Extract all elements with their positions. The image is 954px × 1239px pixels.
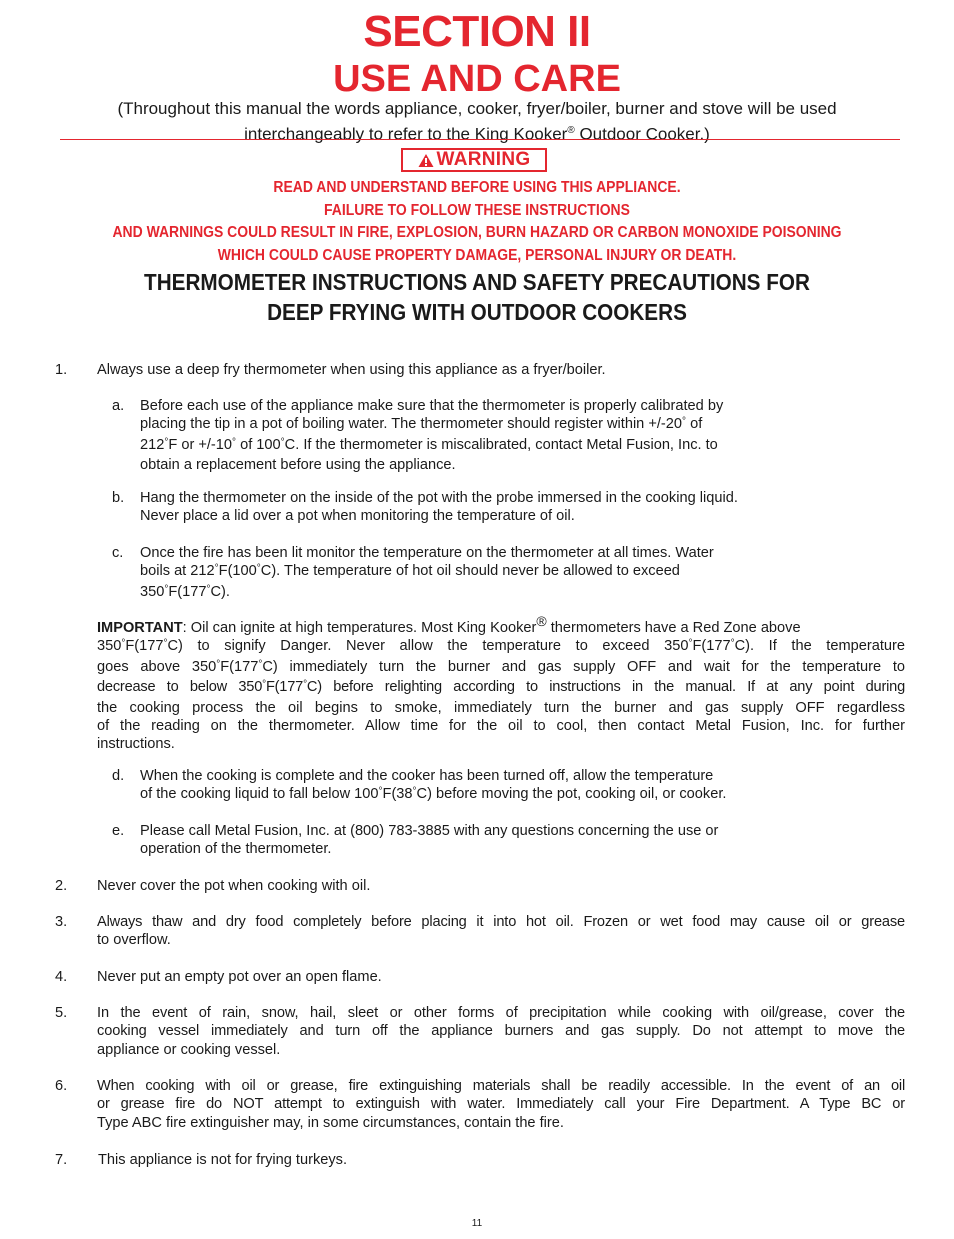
section-title: SECTION II — [363, 7, 591, 56]
warning-label: WARNING — [436, 149, 531, 170]
sub-item-letter: e. — [112, 823, 125, 839]
warning-line-1: READ AND UNDERSTAND BEFORE USING THIS APPLIANCE. — [273, 179, 681, 196]
section-heading-line-1: THERMOMETER INSTRUCTIONS AND SAFETY PRECAUTIONS FOR — [144, 269, 810, 295]
important-label: IMPORTANT — [97, 620, 183, 636]
important-note: IMPORTANT: Oil can ignite at high temperatures. Most King Kooker® thermometers have a Red Zone above 350°F(177°C) to signify Danger. Never allow the temperature to exceed 350°F(177°C). If the temperature goes above 350°F(177°C) immediately turn the burner and gas supply OFF and wait for the temperature to decrease to below 350°F(177°C) before relighting according to instructions in the manual. If at any point during the cooking process the oil begins to smoke, immediately turn the burner and gas supply OFF regardless of the reading on the thermometer. Allow time for the oil to cool, then contact Metal Fusion, Inc. for further instructions. — [97, 613, 905, 753]
sub-item-letter: c. — [112, 545, 124, 561]
page-title: USE AND CARE — [333, 58, 621, 100]
warning-line-2: FAILURE TO FOLLOW THESE INSTRUCTIONS — [324, 202, 630, 219]
item-7-text: This appliance is not for frying turkeys. — [98, 1152, 348, 1168]
warning-triangle-icon — [418, 153, 434, 168]
intro-line-2: interchangeably to refer to the King Kooker® Outdoor Cooker.) — [244, 124, 710, 144]
item-1-text: Always use a deep fry thermometer when using this appliance as a fryer/boiler. — [97, 362, 606, 378]
sub-item-letter: d. — [112, 768, 125, 784]
sub-item-d-text: When the cooking is complete and the cooker has been turned off, allow the temperature of the cooking liquid to fall below 100°F(38°C) before moving the pot, cooking oil, or cooker. — [140, 768, 727, 803]
sub-item-b-text: Hang the thermometer on the inside of the pot with the probe immersed in the cooking liquid. Never place a lid over a pot when monitoring the temperature of oil. — [140, 490, 738, 525]
warning-badge — [401, 148, 547, 172]
item-4-text: Never put an empty pot over an open flame. — [97, 969, 382, 985]
item-number: 6. — [55, 1078, 68, 1094]
item-2-text: Never cover the pot when cooking with oil. — [97, 878, 371, 894]
red-divider — [60, 139, 900, 140]
item-number: 3. — [55, 914, 68, 930]
sub-item-e-text: Please call Metal Fusion, Inc. at (800) 783-3885 with any questions concerning the use or operation of the thermometer. — [140, 823, 719, 858]
item-number: 4. — [55, 969, 68, 985]
item-number: 5. — [55, 1005, 68, 1021]
warning-line-4: WHICH COULD CAUSE PROPERTY DAMAGE, PERSONAL INJURY OR DEATH. — [217, 247, 737, 264]
sub-item-a-text: Before each use of the appliance make sure that the thermometer is properly calibrated by placing the tip in a pot of boiling water. The thermometer should register within +/-20° of 212°F or +/-10° of 100°C. If the thermometer is miscalibrated, contact Metal Fusion, Inc. to obtain a replacement before using the appliance. — [140, 398, 724, 474]
item-number: 2. — [55, 878, 68, 894]
page-number: 11 — [471, 1218, 483, 1229]
item-number: 7. — [55, 1152, 68, 1168]
registered-mark: ® — [567, 125, 575, 136]
item-6-text: When cooking with oil or grease, fire extinguishing materials shall be readily accessible. In the event of an oil or grease fire do NOT attempt to extinguish with water. Immediately call your Fire Department. A Type BC or Type ABC fire extinguisher may, in some circumstances, contain the fire. — [97, 1078, 905, 1131]
sub-item-letter: a. — [112, 398, 125, 414]
sub-item-letter: b. — [112, 490, 125, 506]
section-heading-line-2: DEEP FRYING WITH OUTDOOR COOKERS — [267, 299, 687, 325]
intro-line-1: (Throughout this manual the words appliance, cooker, fryer/boiler, burner and stove will be used — [117, 99, 837, 118]
item-5-text: In the event of rain, snow, hail, sleet or other forms of precipitation while cooking with oil/grease, cover the cooking vessel immediately and turn off the appliance burners and gas supply. Do not attempt to move the appliance or cooking vessel. — [97, 1005, 905, 1058]
item-3-text: Always thaw and dry food completely before placing it into hot oil. Frozen or wet food may cause oil or grease to overflow. — [97, 914, 905, 949]
sub-item-c-text: Once the fire has been lit monitor the temperature on the thermometer at all times. Water boils at 212°F(100°C). The temperature of hot oil should never be allowed to exceed 350°F(177°C). — [140, 545, 714, 600]
warning-line-3: AND WARNINGS COULD RESULT IN FIRE, EXPLOSION, BURN HAZARD OR CARBON MONOXIDE POISONING — [112, 224, 842, 241]
item-number: 1. — [55, 362, 68, 378]
